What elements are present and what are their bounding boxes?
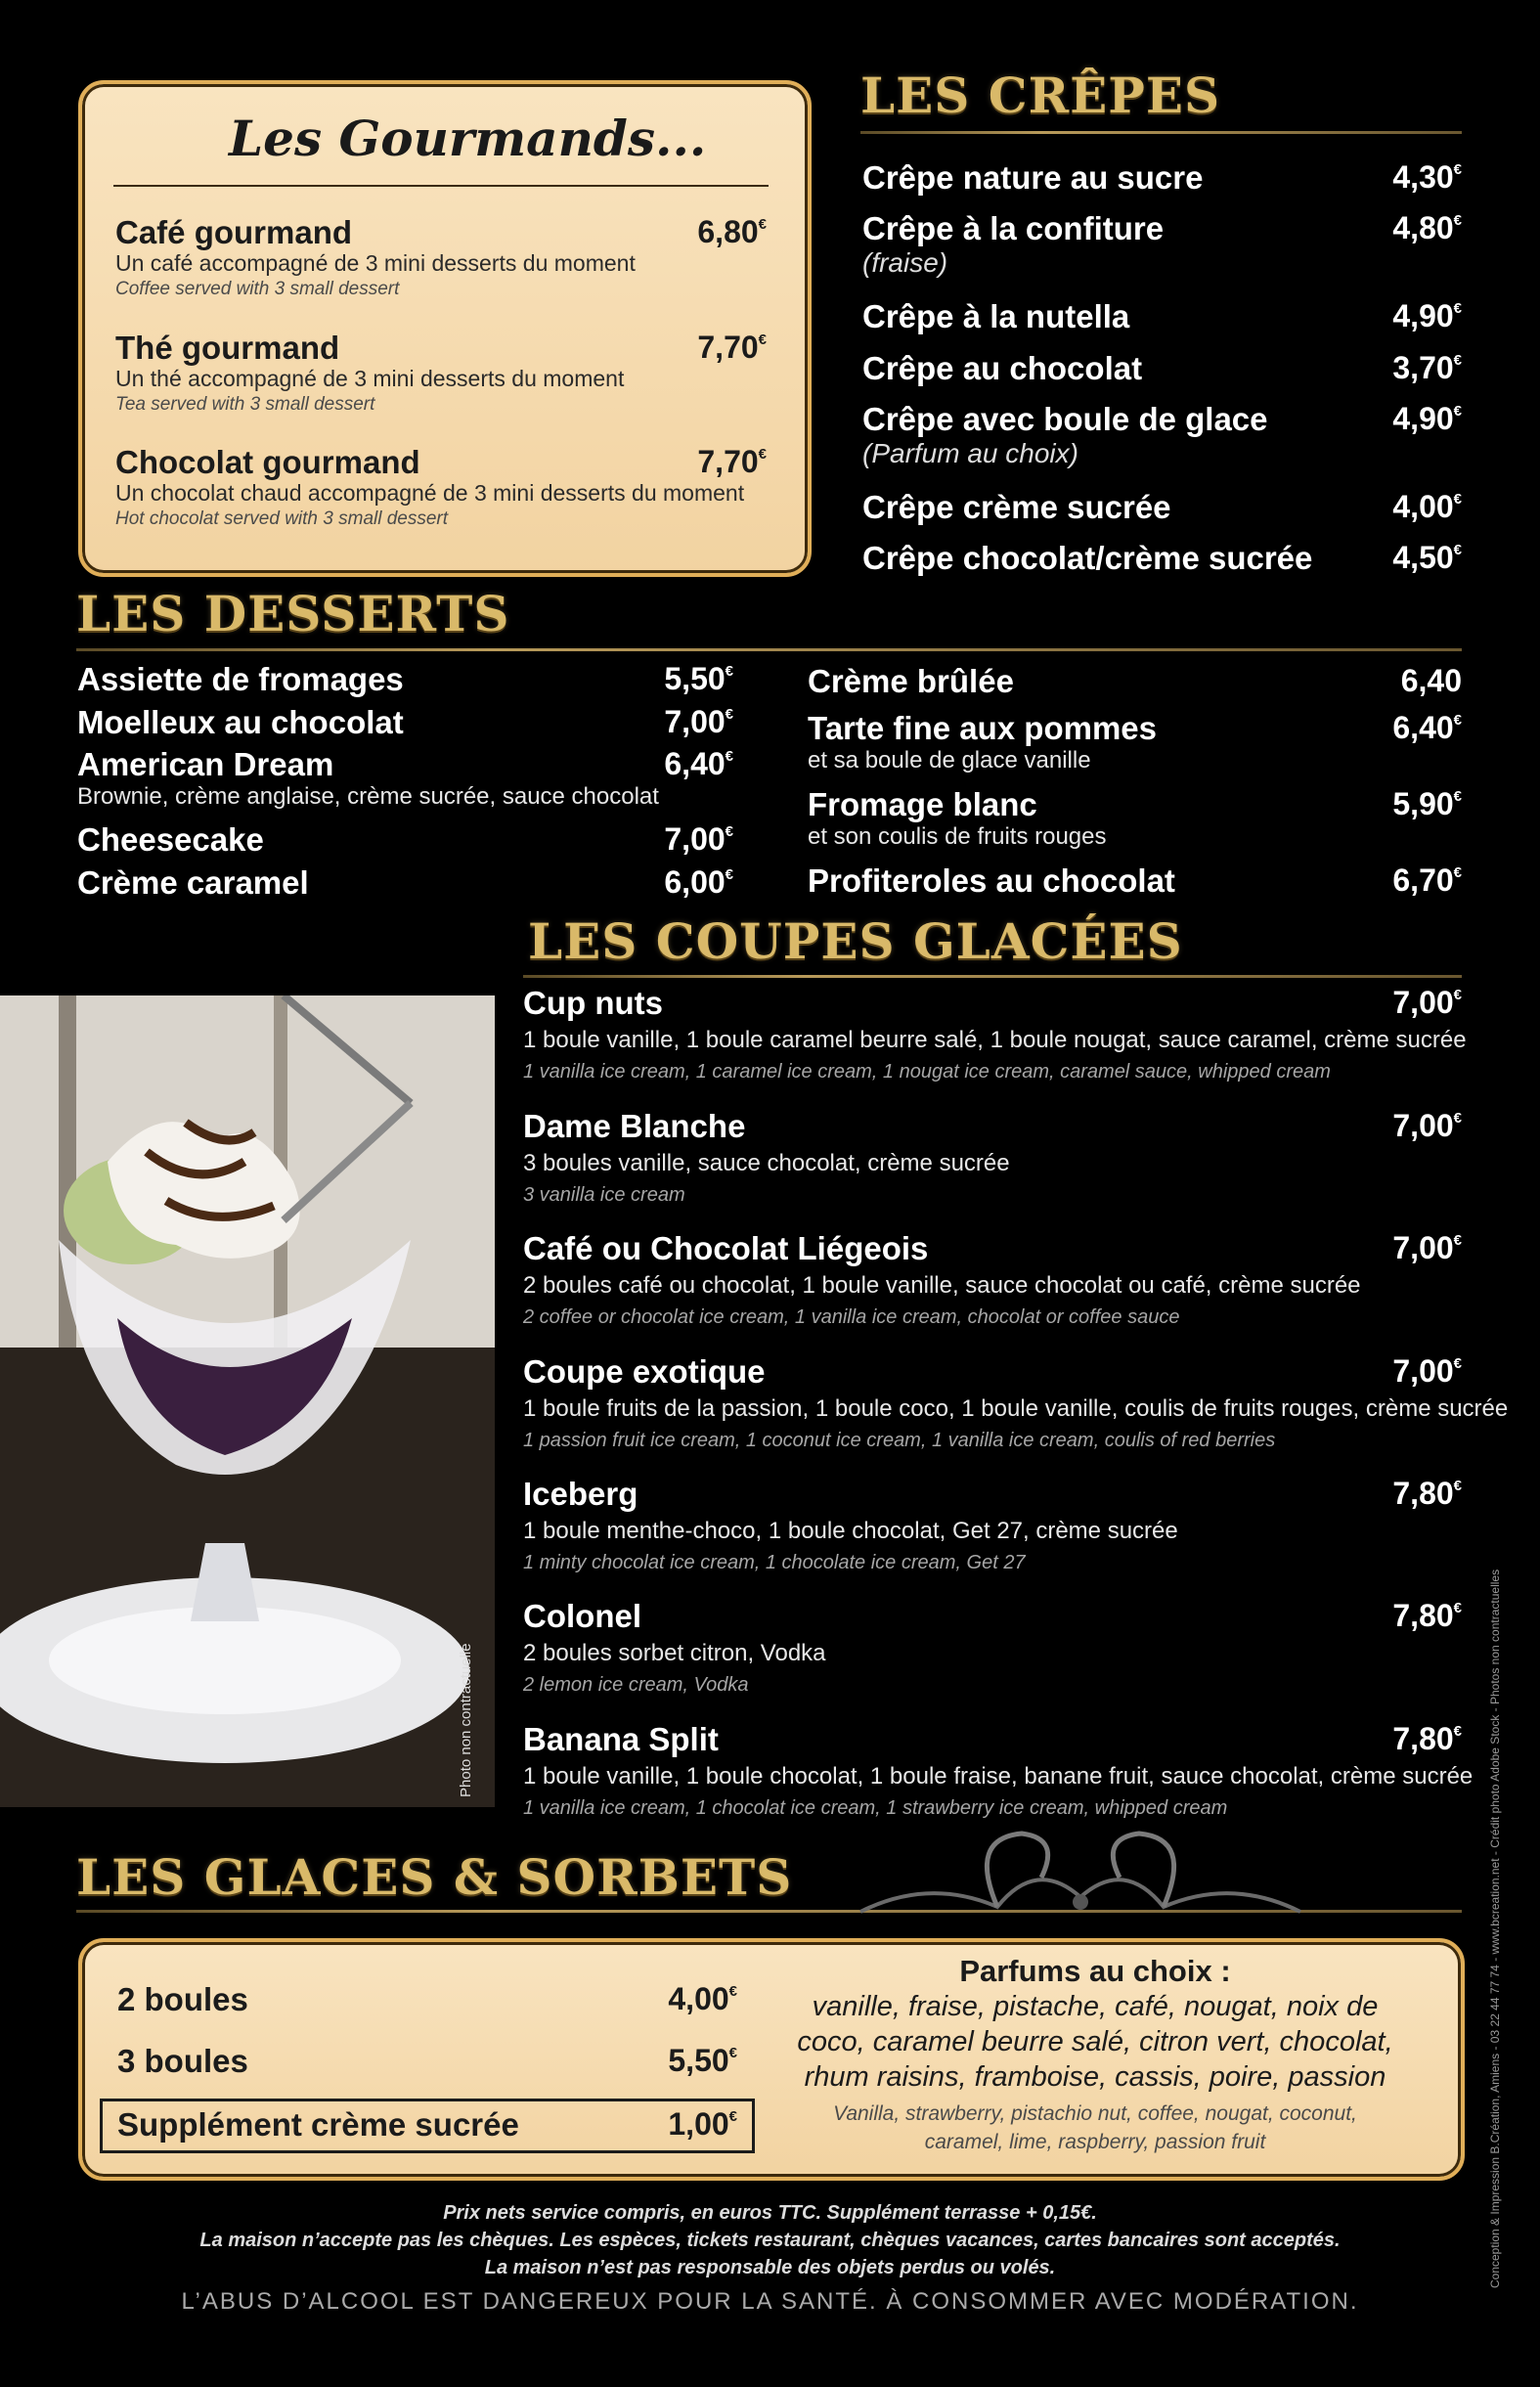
- side-credit: Conception & Impression B.Création, Amiens - 03 22 44 77 74 - www.bcreation.net - Crédit photo Adobe Stock - Photos non contractuelles: [1488, 1569, 1502, 2288]
- dessert-right-name-1: Crème brûlée: [808, 663, 1014, 699]
- dessert-right-desc-2: et sa boule de glace vanille: [808, 747, 1091, 774]
- sundae-illustration: [0, 995, 495, 1807]
- crepe-price-1: 4,30€: [1392, 159, 1462, 195]
- dessert-right-name-4: Profiteroles au chocolat: [808, 862, 1175, 899]
- coupe-desc-2: 3 boules vanille, sauce chocolat, crème sucrée: [523, 1150, 1010, 1176]
- desserts-rule: [76, 648, 1462, 651]
- coupe-desc-en-3: 2 coffee or chocolat ice cream, 1 vanilla ice cream, chocolat or coffee sauce: [523, 1306, 1180, 1328]
- gourmand-desc-en-2: Tea served with 3 small dessert: [115, 394, 375, 415]
- desserts-title: LES DESSERTS: [76, 585, 510, 642]
- footer-line-2: La maison n’accepte pas les chèques. Les espèces, tickets restaurant, chèques vacances, cartes bancaires sont acceptés.: [199, 2230, 1341, 2251]
- dessert-left-price-5: 6,00€: [664, 864, 733, 900]
- crepe-name-2: Crêpe à la confiture: [862, 210, 1165, 246]
- coupes-rule: [523, 975, 1462, 978]
- coupe-price-2: 7,00€: [1392, 1108, 1462, 1143]
- footer-line-3: La maison n’est pas responsable des objets perdus ou volés.: [484, 2257, 1056, 2278]
- crepe-price-3: 4,90€: [1392, 298, 1462, 333]
- dessert-left-name-1: Assiette de fromages: [77, 661, 404, 697]
- coupe-name-3: Café ou Chocolat Liégeois: [523, 1230, 929, 1266]
- coupe-name-5: Iceberg: [523, 1476, 638, 1512]
- glaces-title: LES GLACES & SORBETS: [76, 1848, 793, 1906]
- dessert-left-name-5: Crème caramel: [77, 864, 309, 901]
- parfums-line-2: coco, caramel beurre salé, citron vert, chocolat,: [797, 2026, 1393, 2057]
- crepes-rule: [860, 131, 1462, 134]
- gourmands-divider: [113, 185, 769, 187]
- crepe-sub-2: (fraise): [862, 247, 948, 278]
- coupe-price-3: 7,00€: [1392, 1230, 1462, 1265]
- coupe-price-1: 7,00€: [1392, 985, 1462, 1020]
- dessert-right-price-4: 6,70€: [1392, 862, 1462, 898]
- gourmand-desc-en-1: Coffee served with 3 small dessert: [115, 279, 400, 299]
- ornament-icon: [851, 1819, 1310, 1926]
- coupe-name-4: Coupe exotique: [523, 1353, 766, 1390]
- crepe-sub-5: (Parfum au choix): [862, 438, 1078, 468]
- gourmand-price-3: 7,70€: [697, 444, 767, 479]
- gourmand-desc-en-3: Hot chocolat served with 3 small dessert: [115, 508, 449, 529]
- gourmand-desc-1: Un café accompagné de 3 mini desserts du moment: [115, 250, 636, 276]
- parfums-title: Parfums au choix :: [959, 1954, 1231, 1988]
- coupe-desc-5: 1 boule menthe-choco, 1 boule chocolat, Get 27, crème sucrée: [523, 1518, 1178, 1544]
- coupe-name-1: Cup nuts: [523, 985, 663, 1021]
- photo-note: Photo non contractuelle: [458, 1643, 474, 1797]
- glace-name-1: 2 boules: [117, 1981, 248, 2017]
- crepe-name-1: Crêpe nature au sucre: [862, 159, 1204, 196]
- crepes-title: LES CRÊPES: [860, 66, 1221, 124]
- glace-price-1: 4,00€: [668, 1981, 737, 2016]
- glace-price-2: 5,50€: [668, 2043, 737, 2078]
- glace-price-3: 1,00€: [668, 2106, 737, 2142]
- crepe-name-6: Crêpe crème sucrée: [862, 489, 1171, 525]
- crepe-price-6: 4,00€: [1392, 489, 1462, 524]
- parfums-line-1: vanille, fraise, pistache, café, nougat, noix de: [812, 1991, 1379, 2022]
- coupe-price-7: 7,80€: [1392, 1721, 1462, 1756]
- gourmand-name-3: Chocolat gourmand: [115, 444, 420, 480]
- crepe-price-2: 4,80€: [1392, 210, 1462, 245]
- gourmands-title: Les Gourmands...: [229, 110, 707, 167]
- glaces-box: [78, 1938, 1465, 2181]
- coupe-desc-en-1: 1 vanilla ice cream, 1 caramel ice cream, 1 nougat ice cream, caramel sauce, whipped cream: [523, 1061, 1331, 1083]
- crepe-name-4: Crêpe au chocolat: [862, 350, 1143, 386]
- dessert-right-price-1: 6,40: [1400, 663, 1462, 698]
- gourmand-price-1: 6,80€: [697, 214, 767, 249]
- coupes-title: LES COUPES GLACÉES: [528, 912, 1183, 970]
- crepe-price-7: 4,50€: [1392, 540, 1462, 575]
- crepe-price-4: 3,70€: [1392, 350, 1462, 385]
- dessert-left-price-4: 7,00€: [664, 821, 733, 857]
- coupe-name-6: Colonel: [523, 1598, 641, 1634]
- coupe-desc-1: 1 boule vanille, 1 boule caramel beurre salé, 1 boule nougat, sauce caramel, crème sucrée: [523, 1027, 1467, 1053]
- glace-name-3: Supplément crème sucrée: [117, 2106, 519, 2143]
- dessert-right-desc-3: et son coulis de fruits rouges: [808, 823, 1107, 850]
- gourmand-desc-3: Un chocolat chaud accompagné de 3 mini desserts du moment: [115, 480, 745, 506]
- dessert-left-name-2: Moelleux au chocolat: [77, 704, 404, 740]
- dessert-right-price-3: 5,90€: [1392, 786, 1462, 821]
- crepe-name-5: Crêpe avec boule de glace: [862, 401, 1268, 437]
- alcohol-warning: L’ABUS D’ALCOOL EST DANGEREUX POUR LA SANTÉ. À CONSOMMER AVEC MODÉRATION.: [181, 2288, 1359, 2315]
- coupe-desc-en-2: 3 vanilla ice cream: [523, 1184, 685, 1206]
- parfums-en-line-2: caramel, lime, raspberry, passion fruit: [924, 2131, 1266, 2153]
- coupe-desc-en-4: 1 passion fruit ice cream, 1 coconut ice cream, 1 vanilla ice cream, coulis of red berries: [523, 1430, 1276, 1451]
- coupe-desc-en-5: 1 minty chocolat ice cream, 1 chocolate ice cream, Get 27: [523, 1552, 1026, 1573]
- dessert-right-price-2: 6,40€: [1392, 710, 1462, 745]
- coupe-desc-en-7: 1 vanilla ice cream, 1 chocolat ice cream, 1 strawberry ice cream, whipped cream: [523, 1797, 1228, 1819]
- coupe-price-6: 7,80€: [1392, 1598, 1462, 1633]
- coupe-desc-3: 2 boules café ou chocolat, 1 boule vanille, sauce chocolat ou café, crème sucrée: [523, 1272, 1361, 1299]
- dessert-right-name-3: Fromage blanc: [808, 786, 1037, 822]
- dessert-left-price-1: 5,50€: [664, 661, 733, 696]
- dessert-right-name-2: Tarte fine aux pommes: [808, 710, 1157, 746]
- coupe-desc-en-6: 2 lemon ice cream, Vodka: [523, 1674, 749, 1696]
- gourmand-name-2: Thé gourmand: [115, 330, 340, 366]
- sundae-photo: [0, 995, 495, 1807]
- parfums-line-3: rhum raisins, framboise, cassis, poire, passion: [804, 2061, 1386, 2093]
- dessert-left-name-4: Cheesecake: [77, 821, 264, 858]
- coupe-desc-7: 1 boule vanille, 1 boule chocolat, 1 boule fraise, banane fruit, sauce chocolat, crème sucrée: [523, 1763, 1474, 1790]
- gourmands-box: [78, 80, 812, 577]
- coupe-name-7: Banana Split: [523, 1721, 719, 1757]
- crepe-price-5: 4,90€: [1392, 401, 1462, 436]
- dessert-left-desc-3: Brownie, crème anglaise, crème sucrée, sauce chocolat: [77, 783, 659, 810]
- coupe-price-4: 7,00€: [1392, 1353, 1462, 1389]
- crepe-name-7: Crêpe chocolat/crème sucrée: [862, 540, 1313, 576]
- coupe-desc-4: 1 boule fruits de la passion, 1 boule coco, 1 boule vanille, coulis de fruits rouges, crème sucrée: [523, 1395, 1509, 1422]
- coupe-price-5: 7,80€: [1392, 1476, 1462, 1511]
- dessert-left-price-2: 7,00€: [664, 704, 733, 739]
- footer-line-1: Prix nets service compris, en euros TTC. Supplément terrasse + 0,15€.: [443, 2202, 1097, 2224]
- parfums-en-line-1: Vanilla, strawberry, pistachio nut, coffee, nougat, coconut,: [833, 2102, 1357, 2125]
- coupe-desc-6: 2 boules sorbet citron, Vodka: [523, 1640, 826, 1666]
- coupe-name-2: Dame Blanche: [523, 1108, 746, 1144]
- crepe-name-3: Crêpe à la nutella: [862, 298, 1130, 334]
- gourmand-desc-2: Un thé accompagné de 3 mini desserts du moment: [115, 366, 625, 391]
- gourmand-price-2: 7,70€: [697, 330, 767, 365]
- dessert-left-price-3: 6,40€: [664, 746, 733, 781]
- gourmand-name-1: Café gourmand: [115, 214, 353, 250]
- glace-name-2: 3 boules: [117, 2043, 248, 2079]
- dessert-left-name-3: American Dream: [77, 746, 334, 782]
